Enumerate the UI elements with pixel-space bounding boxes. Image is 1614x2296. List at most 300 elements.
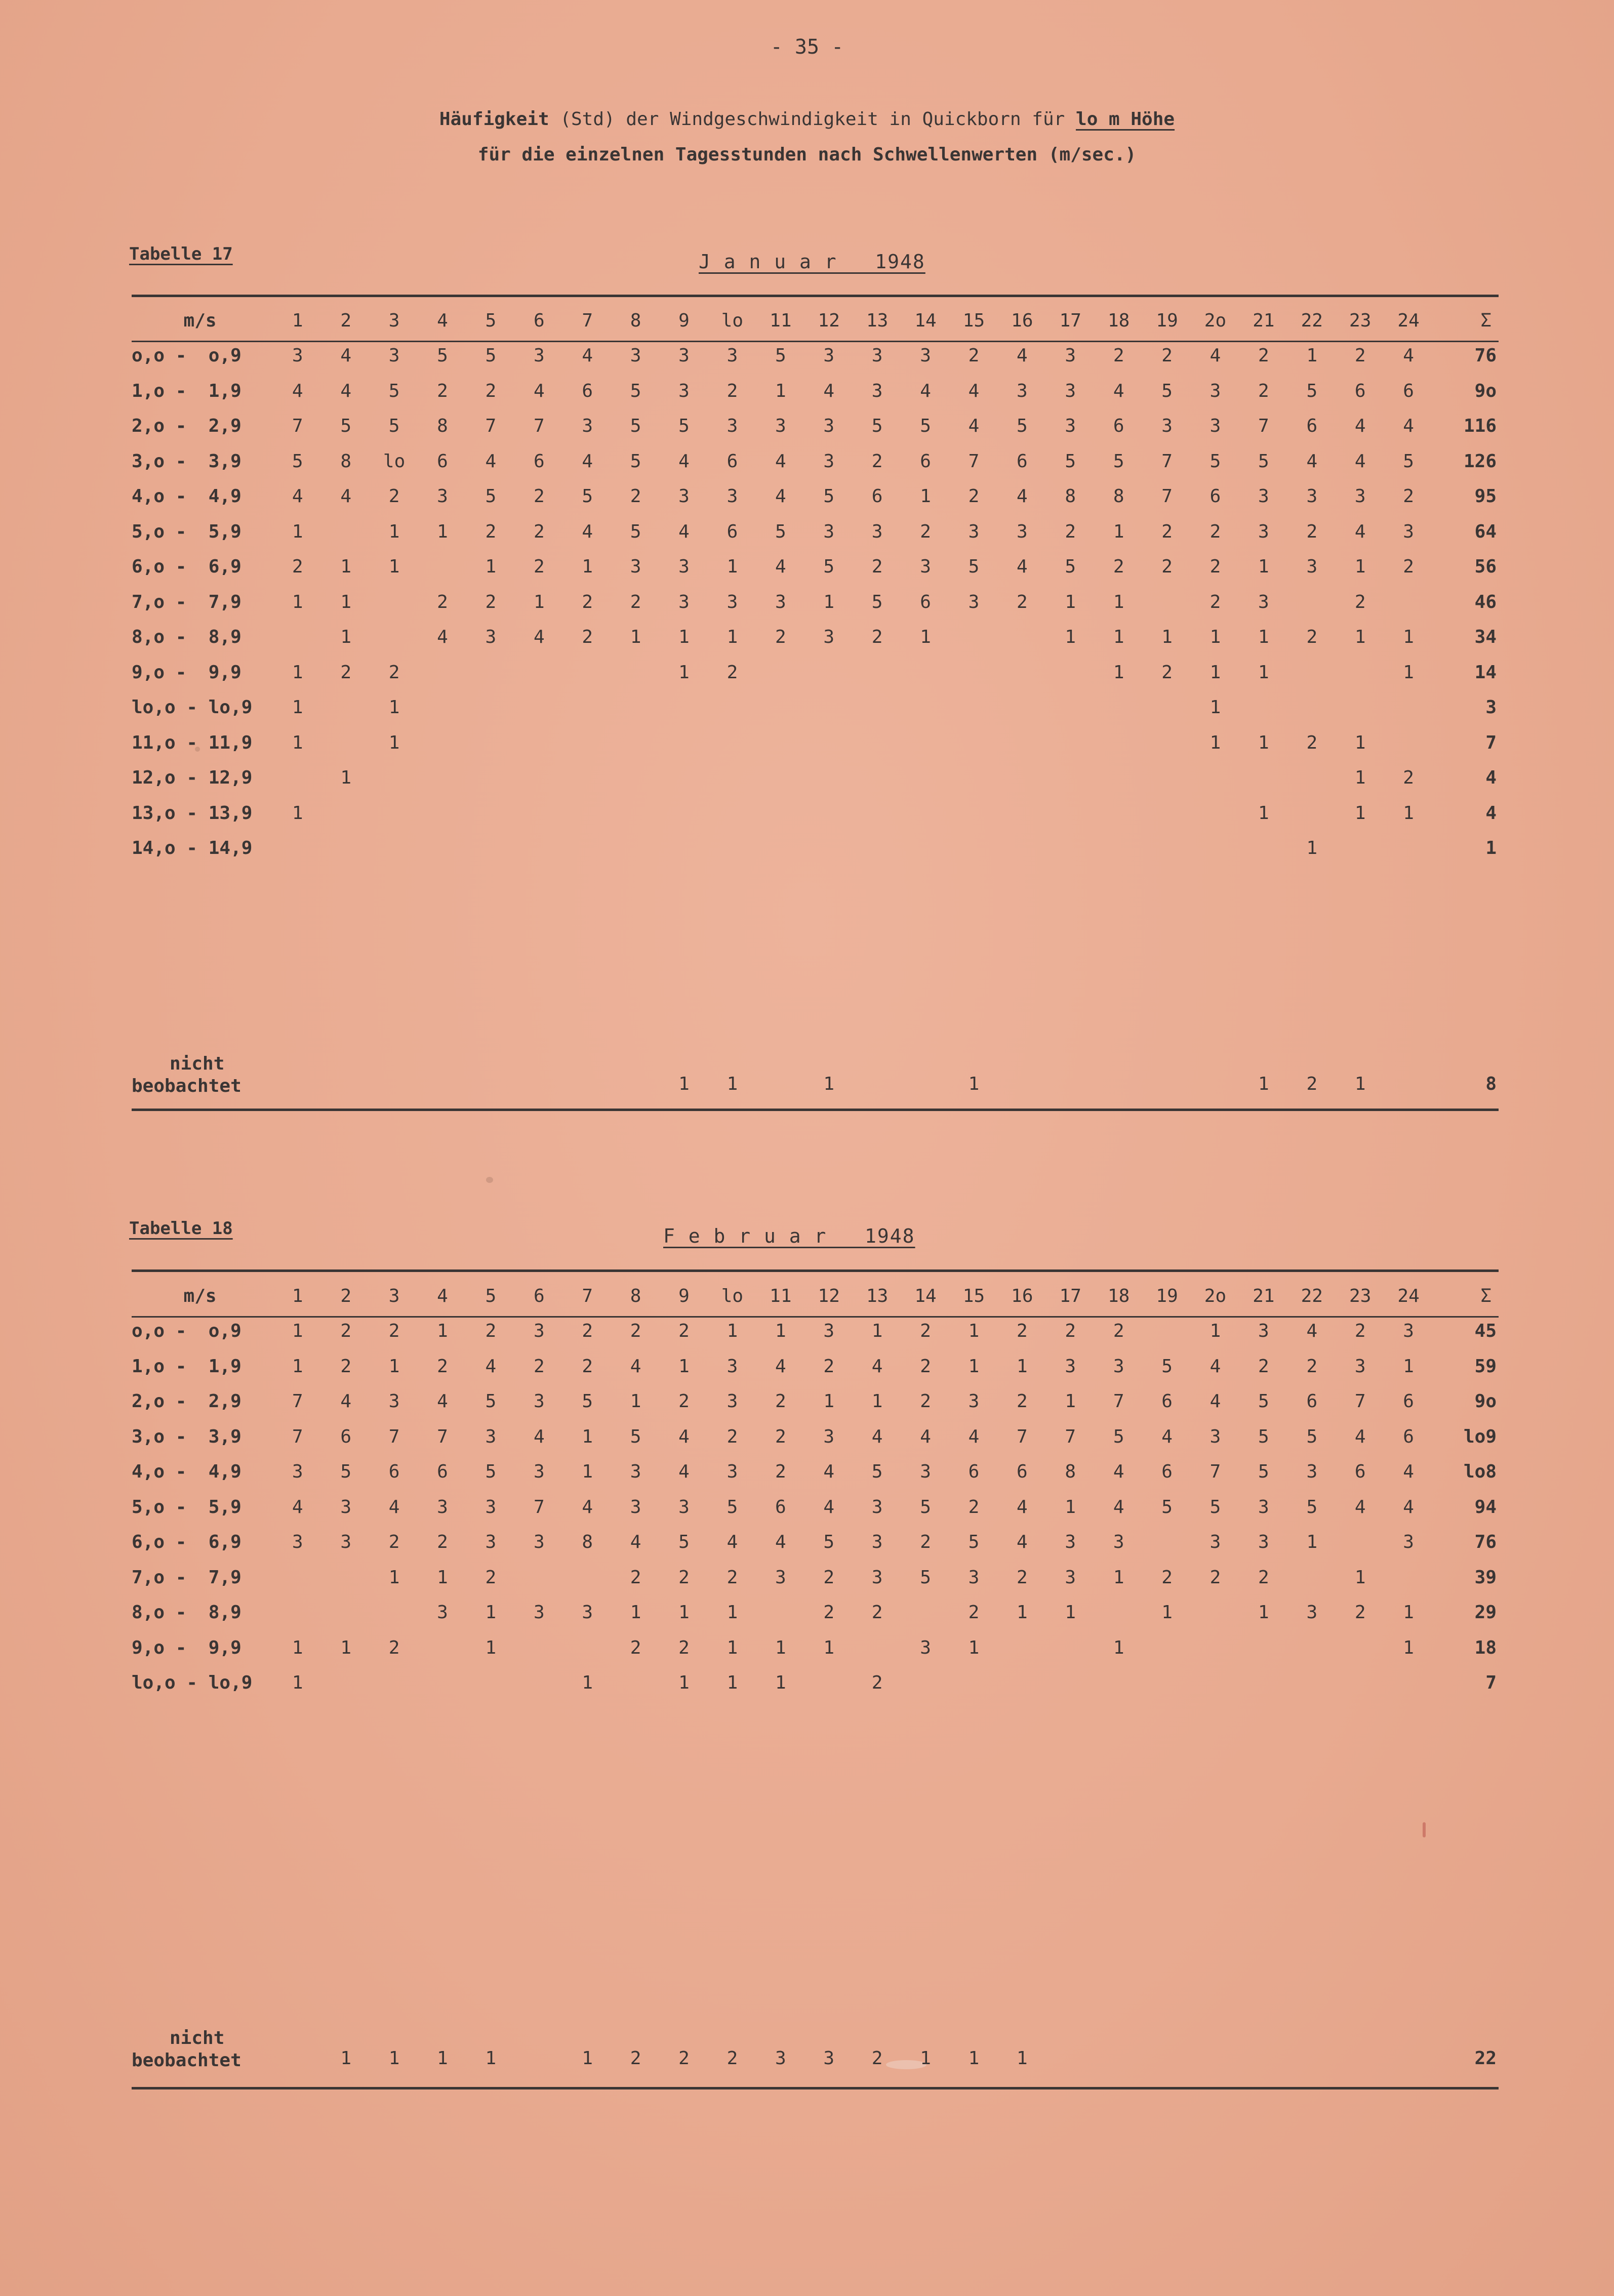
hour-count xyxy=(998,1630,1046,1666)
header-hour: 12 xyxy=(818,1285,840,1306)
header-hour: 16 xyxy=(1011,310,1033,331)
hour-count: 3 xyxy=(533,1321,545,1342)
hour-count: 1 xyxy=(437,1321,448,1342)
not-observed-count: 3 xyxy=(775,2048,786,2069)
hour-count: 2 xyxy=(823,1602,835,1623)
hour-count: 7 xyxy=(1161,450,1173,472)
hour-count: 1 xyxy=(292,1637,303,1658)
hour-count: 4 xyxy=(292,486,303,507)
not-observed-count xyxy=(1143,2027,1191,2072)
hour-count: 3 xyxy=(678,591,690,612)
hour-count: 5 xyxy=(1403,450,1414,472)
hour-count: 3 xyxy=(871,521,883,542)
hour-count: 3 xyxy=(533,1461,545,1483)
hour-count: 1 xyxy=(1161,627,1173,648)
hour-count: 1 xyxy=(1113,627,1124,648)
hour-count: 1 xyxy=(292,802,303,824)
not-observed-sum: 22 xyxy=(1474,2048,1497,2069)
hour-count: 1 xyxy=(292,1356,303,1377)
hour-count xyxy=(1191,796,1239,831)
not-observed-label-line2: beobachtet xyxy=(132,1076,241,1096)
hour-count xyxy=(950,655,998,690)
hour-count: 2 xyxy=(533,486,545,507)
hour-count: 4 xyxy=(775,556,786,578)
hour-count: 3 xyxy=(1065,1567,1076,1588)
hour-count xyxy=(563,1560,612,1595)
hour-count: 1 xyxy=(630,1602,641,1623)
hour-count: 1 xyxy=(388,1356,400,1377)
hour-count xyxy=(418,1665,466,1701)
hour-count xyxy=(370,620,418,655)
hour-count: 4 xyxy=(582,450,593,472)
hour-count: 6 xyxy=(1354,380,1366,401)
hour-count xyxy=(1046,760,1095,796)
hour-count xyxy=(418,655,466,690)
hour-count: 1 xyxy=(1403,627,1414,648)
hour-count xyxy=(1046,796,1095,831)
hour-count: 4 xyxy=(678,521,690,542)
hour-count xyxy=(853,1630,901,1666)
hour-count: 4 xyxy=(388,1496,400,1518)
hour-count: 1 xyxy=(1017,1602,1028,1623)
hour-count: 6 xyxy=(1113,416,1124,437)
hour-count: 1 xyxy=(1258,627,1269,648)
hour-count xyxy=(1046,690,1095,725)
hour-count: 1 xyxy=(1065,627,1076,648)
not-observed-count: 1 xyxy=(437,2048,448,2069)
hour-count: 1 xyxy=(968,1321,980,1342)
hour-count: 3 xyxy=(1209,1426,1221,1447)
table-17-month: J a n u a r 1948 xyxy=(699,251,925,273)
hour-count: 2 xyxy=(1017,1391,1028,1412)
hour-count xyxy=(418,549,466,585)
table-17-header-row xyxy=(127,303,1499,338)
hour-count: 2 xyxy=(1354,1602,1366,1623)
hour-count: 3 xyxy=(437,1602,448,1623)
hour-count: 3 xyxy=(871,1532,883,1553)
hour-count: 2 xyxy=(1354,345,1366,366)
hour-count: 3 xyxy=(533,1391,545,1412)
hour-count xyxy=(515,796,563,831)
hour-count xyxy=(1239,1630,1287,1666)
speed-range: 6,o - 6,9 xyxy=(132,1532,241,1553)
row-sum: 64 xyxy=(1474,521,1497,542)
speed-range: 8,o - 8,9 xyxy=(132,627,241,648)
hour-count: 3 xyxy=(920,1637,931,1658)
hour-count xyxy=(1095,796,1143,831)
hour-count: 6 xyxy=(1161,1461,1173,1483)
hour-count: 2 xyxy=(920,1532,931,1553)
hour-count xyxy=(901,760,949,796)
speed-range: lo,o - lo,9 xyxy=(132,697,253,718)
not-observed-count: 3 xyxy=(823,2048,835,2069)
hour-count xyxy=(998,620,1046,655)
not-observed-count xyxy=(756,1053,804,1097)
hour-count: 6 xyxy=(727,450,738,472)
hour-count: 2 xyxy=(678,1567,690,1588)
hour-count: 2 xyxy=(727,1426,738,1447)
hour-count: 3 xyxy=(727,345,738,366)
hour-count: 6 xyxy=(1161,1391,1173,1412)
not-observed-count: 1 xyxy=(1017,2048,1028,2069)
hour-count xyxy=(273,1560,321,1595)
hour-count: 2 xyxy=(1113,1321,1124,1342)
hour-count: 4 xyxy=(775,450,786,472)
hour-count: 3 xyxy=(871,1496,883,1518)
hour-count: 2 xyxy=(340,662,352,683)
hour-count: 3 xyxy=(727,1356,738,1377)
hour-count: 3 xyxy=(1209,1532,1221,1553)
not-observed-count xyxy=(853,1053,901,1097)
hour-count xyxy=(660,760,708,796)
hour-count: 6 xyxy=(1306,1391,1318,1412)
header-hour: 19 xyxy=(1156,1285,1178,1306)
hour-count: 2 xyxy=(1017,591,1028,612)
hour-count: 2 xyxy=(727,662,738,683)
hour-count: 3 xyxy=(292,1532,303,1553)
hour-count: 1 xyxy=(340,627,352,648)
hour-count: 6 xyxy=(437,1461,448,1483)
hour-count xyxy=(1336,1665,1384,1701)
hour-count: 5 xyxy=(388,380,400,401)
header-hour: 2o xyxy=(1204,1285,1227,1306)
hour-count: 5 xyxy=(823,556,835,578)
hour-count: 7 xyxy=(292,1391,303,1412)
hour-count: 1 xyxy=(1403,1356,1414,1377)
hour-count: 3 xyxy=(1306,1602,1318,1623)
row-sum: 126 xyxy=(1463,450,1497,472)
speed-range: lo,o - lo,9 xyxy=(132,1672,253,1694)
hour-count xyxy=(660,690,708,725)
hour-count xyxy=(418,831,466,866)
hour-count: 2 xyxy=(1209,591,1221,612)
hour-count xyxy=(1384,690,1432,725)
hour-count: 2 xyxy=(823,1567,835,1588)
hour-count: 1 xyxy=(340,556,352,578)
hour-count xyxy=(998,655,1046,690)
hour-count xyxy=(853,760,901,796)
row-sum: 14 xyxy=(1474,662,1497,683)
header-hour: 24 xyxy=(1397,310,1420,331)
hour-count: 3 xyxy=(582,416,593,437)
hour-count: 5 xyxy=(292,450,303,472)
not-observed-count xyxy=(1095,1053,1143,1097)
hour-count: 4 xyxy=(968,380,980,401)
hour-count xyxy=(370,1595,418,1630)
hour-count: 4 xyxy=(582,1496,593,1518)
table-17-grid xyxy=(127,303,1499,866)
hour-count: 3 xyxy=(920,556,931,578)
not-observed-count: 1 xyxy=(340,2048,352,2069)
hour-count: 5 xyxy=(775,345,786,366)
table-row xyxy=(127,831,1499,866)
header-hour: 2 xyxy=(340,310,352,331)
hour-count: 3 xyxy=(727,486,738,507)
speed-range: 7,o - 7,9 xyxy=(132,591,241,612)
hour-count: 2 xyxy=(533,556,545,578)
hour-count xyxy=(273,1595,321,1630)
hour-count: 2 xyxy=(871,450,883,472)
hour-count: 5 xyxy=(1306,1426,1318,1447)
hour-count: 3 xyxy=(630,345,641,366)
ink-spot xyxy=(486,1177,493,1183)
hour-count: 2 xyxy=(823,1356,835,1377)
hour-count: 2 xyxy=(485,1321,497,1342)
hour-count xyxy=(467,725,515,761)
hour-count: 3 xyxy=(1065,416,1076,437)
not-observed-count xyxy=(370,1053,418,1097)
hour-count: 3 xyxy=(968,1567,980,1588)
not-observed-count xyxy=(1191,2027,1239,2072)
hour-count: 6 xyxy=(533,450,545,472)
hour-count xyxy=(1046,1665,1095,1701)
hour-count: 3 xyxy=(775,591,786,612)
hour-count: 1 xyxy=(1065,1602,1076,1623)
hour-count: 2 xyxy=(775,1426,786,1447)
hour-count: 2 xyxy=(1113,345,1124,366)
hour-count xyxy=(563,796,612,831)
hour-count: 1 xyxy=(630,627,641,648)
header-hour: 18 xyxy=(1107,310,1130,331)
hour-count: 5 xyxy=(340,1461,352,1483)
hour-count: 1 xyxy=(1258,732,1269,753)
hour-count: 3 xyxy=(582,1602,593,1623)
not-observed-count: 1 xyxy=(968,2048,980,2069)
hour-count: 4 xyxy=(775,1532,786,1553)
hour-count: 5 xyxy=(485,1461,497,1483)
hour-count xyxy=(418,1630,466,1666)
hour-count xyxy=(273,760,321,796)
header-hour: 22 xyxy=(1301,1285,1323,1306)
hour-count: 5 xyxy=(871,591,883,612)
hour-count xyxy=(515,725,563,761)
hour-count: 2 xyxy=(1161,521,1173,542)
hour-count: 4 xyxy=(920,1426,931,1447)
hour-count: 4 xyxy=(678,450,690,472)
hour-count xyxy=(370,760,418,796)
hour-count: 2 xyxy=(1209,556,1221,578)
hour-count: 5 xyxy=(1306,1496,1318,1518)
title-height-underlined: lo m Höhe xyxy=(1076,109,1175,130)
hour-count: 5 xyxy=(1065,450,1076,472)
hour-count: 1 xyxy=(775,1637,786,1658)
row-sum: 9o xyxy=(1474,1391,1497,1412)
table-row xyxy=(127,338,1499,374)
hour-count: 5 xyxy=(437,345,448,366)
hour-count: 1 xyxy=(630,1391,641,1412)
hour-count: 2 xyxy=(1306,732,1318,753)
hour-count: 5 xyxy=(968,556,980,578)
header-sum-symbol: Σ xyxy=(1480,1285,1491,1306)
hour-count: 3 xyxy=(1354,1356,1366,1377)
not-observed-count: 1 xyxy=(1354,1074,1366,1094)
hour-count: 6 xyxy=(340,1426,352,1447)
hour-count: 1 xyxy=(437,521,448,542)
header-hour: 21 xyxy=(1253,1285,1275,1306)
hour-count: 2 xyxy=(630,486,641,507)
hour-count xyxy=(467,655,515,690)
speed-range: 12,o - 12,9 xyxy=(132,767,253,789)
hour-count: 7 xyxy=(1258,416,1269,437)
hour-count: 1 xyxy=(775,1321,786,1342)
hour-count: 2 xyxy=(437,1532,448,1553)
speed-range: 11,o - 11,9 xyxy=(132,732,253,753)
hour-count: 2 xyxy=(1354,591,1366,612)
table-row xyxy=(127,620,1499,655)
hour-count: 2 xyxy=(582,1356,593,1377)
not-observed-count: 1 xyxy=(968,1074,980,1094)
hour-count xyxy=(1143,760,1191,796)
hour-count: 3 xyxy=(388,1391,400,1412)
hour-count: 1 xyxy=(582,1672,593,1694)
header-hour: 13 xyxy=(866,310,889,331)
hour-count: 3 xyxy=(775,1567,786,1588)
header-hour: 15 xyxy=(962,310,985,331)
hour-count: 1 xyxy=(1209,1321,1221,1342)
hour-count: 1 xyxy=(1113,591,1124,612)
hour-count: 2 xyxy=(920,1321,931,1342)
hour-count: 3 xyxy=(485,1532,497,1553)
hour-count: 2 xyxy=(1403,767,1414,789)
hour-count xyxy=(660,796,708,831)
header-hour: 19 xyxy=(1156,310,1178,331)
hour-count: 4 xyxy=(823,1461,835,1483)
hour-count: 3 xyxy=(871,1567,883,1588)
hour-count: 1 xyxy=(1354,802,1366,824)
hour-count: 4 xyxy=(1354,1496,1366,1518)
hour-count: 2 xyxy=(1258,345,1269,366)
hour-count: 4 xyxy=(437,1391,448,1412)
hour-count: 6 xyxy=(1017,1461,1028,1483)
not-observed-count xyxy=(901,1053,949,1097)
hour-count: 4 xyxy=(1306,450,1318,472)
table-row xyxy=(127,585,1499,620)
hour-count xyxy=(998,831,1046,866)
hour-count xyxy=(853,831,901,866)
header-hour: 24 xyxy=(1397,1285,1420,1306)
table-18-label: Tabelle 18 xyxy=(129,1218,233,1239)
hour-count: 4 xyxy=(920,380,931,401)
hour-count: 7 xyxy=(485,416,497,437)
hour-count: 6 xyxy=(1017,450,1028,472)
hour-count xyxy=(418,760,466,796)
not-observed-count: 1 xyxy=(823,1074,835,1094)
title-middle: (Std) der Windgeschwindigkeit in Quickborn für xyxy=(560,109,1065,130)
hour-count: 2 xyxy=(1306,627,1318,648)
header-hour: 7 xyxy=(582,1285,593,1306)
hour-count: 2 xyxy=(388,662,400,683)
speed-range: 6,o - 6,9 xyxy=(132,556,241,578)
row-sum: 9o xyxy=(1474,380,1497,401)
hour-count: 2 xyxy=(727,1567,738,1588)
speed-range: 7,o - 7,9 xyxy=(132,1567,241,1588)
hour-count: 3 xyxy=(871,345,883,366)
hour-count: 2 xyxy=(1161,345,1173,366)
header-hour: 8 xyxy=(630,1285,641,1306)
hour-count: 3 xyxy=(678,556,690,578)
hour-count xyxy=(467,796,515,831)
hour-count xyxy=(612,725,660,761)
hour-count xyxy=(1288,690,1336,725)
hour-count: 4 xyxy=(292,380,303,401)
hour-count: 5 xyxy=(1017,416,1028,437)
hour-count: 1 xyxy=(292,662,303,683)
hour-count: 5 xyxy=(727,1496,738,1518)
table-row xyxy=(127,1454,1499,1490)
header-hour: 11 xyxy=(770,1285,792,1306)
row-sum: 3 xyxy=(1485,697,1497,718)
hour-count xyxy=(660,831,708,866)
hour-count: 1 xyxy=(823,1637,835,1658)
hour-count: 1 xyxy=(678,627,690,648)
hour-count: 2 xyxy=(1065,1321,1076,1342)
header-hour: 13 xyxy=(866,1285,889,1306)
hour-count: 3 xyxy=(727,1461,738,1483)
row-sum: 39 xyxy=(1474,1567,1497,1588)
not-observed-count: 1 xyxy=(388,2048,400,2069)
hour-count xyxy=(805,690,853,725)
hour-count xyxy=(515,1665,563,1701)
header-hour: 2 xyxy=(340,1285,352,1306)
hour-count: 4 xyxy=(968,1426,980,1447)
hour-count: 1 xyxy=(871,1321,883,1342)
hour-count: 5 xyxy=(678,1532,690,1553)
table-row xyxy=(127,1314,1499,1349)
speed-range: 2,o - 2,9 xyxy=(132,1391,241,1412)
hour-count: 5 xyxy=(630,416,641,437)
not-observed-count: 2 xyxy=(871,2048,883,2069)
hour-count: 2 xyxy=(582,627,593,648)
not-observed-count xyxy=(1288,2027,1336,2072)
hour-count xyxy=(805,655,853,690)
hour-count: 1 xyxy=(340,1637,352,1658)
hour-count xyxy=(950,760,998,796)
speed-range: 1,o - 1,9 xyxy=(132,1356,241,1377)
hour-count: 3 xyxy=(727,416,738,437)
hour-count: lo xyxy=(383,450,406,472)
not-observed-count: 1 xyxy=(485,2048,497,2069)
hour-count: 6 xyxy=(920,450,931,472)
hour-count: 1 xyxy=(1209,697,1221,718)
hour-count: 2 xyxy=(968,345,980,366)
hour-count: 1 xyxy=(1258,556,1269,578)
table-18-grid xyxy=(127,1278,1499,1701)
hour-count: 1 xyxy=(775,1672,786,1694)
not-observed-count: 1 xyxy=(1258,1074,1269,1094)
hour-count xyxy=(1336,831,1384,866)
speed-range: o,o - o,9 xyxy=(132,345,241,366)
hour-count xyxy=(708,796,756,831)
row-sum: 76 xyxy=(1474,345,1497,366)
hour-count: 4 xyxy=(1017,1496,1028,1518)
hour-count xyxy=(950,690,998,725)
hour-count xyxy=(756,831,804,866)
hour-count: 1 xyxy=(292,1672,303,1694)
hour-count xyxy=(1143,725,1191,761)
hour-count: 7 xyxy=(1354,1391,1366,1412)
hour-count xyxy=(1143,1665,1191,1701)
hour-count: 8 xyxy=(340,450,352,472)
hour-count: 3 xyxy=(1209,416,1221,437)
hour-count xyxy=(273,620,321,655)
hour-count: 7 xyxy=(1113,1391,1124,1412)
row-sum: lo8 xyxy=(1463,1461,1497,1483)
header-hour: 6 xyxy=(533,1285,545,1306)
row-sum: 18 xyxy=(1474,1637,1497,1658)
hour-count: 2 xyxy=(388,1637,400,1658)
hour-count: 4 xyxy=(340,1391,352,1412)
hour-count: 5 xyxy=(1258,450,1269,472)
